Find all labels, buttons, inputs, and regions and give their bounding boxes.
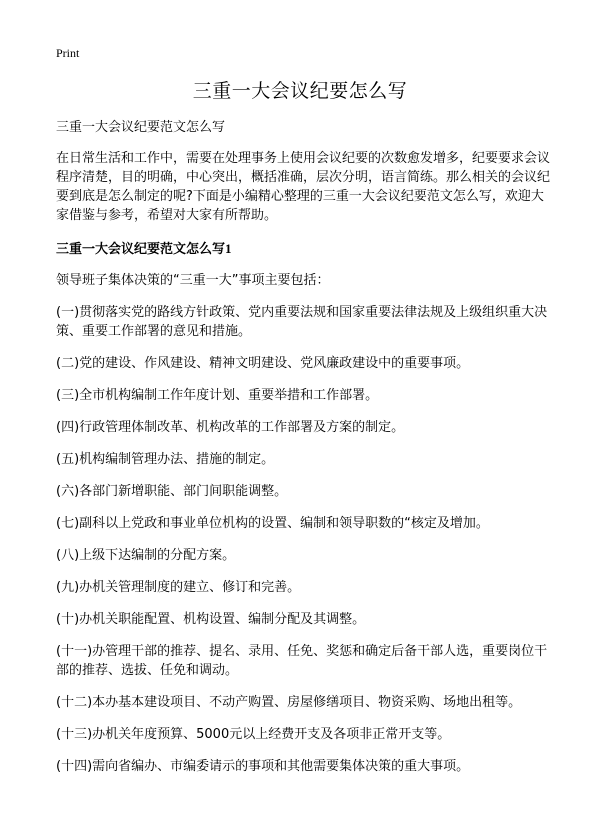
list-item: (十)办机关职能配置、机构设置、编制分配及其调整。 bbox=[56, 612, 366, 627]
list-item: (七)副科以上党政和事业单位机构的设置、编制和领导职数的“核定及增加。 bbox=[56, 516, 489, 531]
page-title: 三重一大会议纪要怎么写 bbox=[192, 80, 408, 102]
list-item: (十三)办机关年度预算、5000元以上经费开支及各项非正常开支等。 bbox=[56, 727, 451, 742]
list-item: (三)全市机构编制工作年度计划、重要举措和工作部署。 bbox=[56, 388, 379, 403]
lead-paragraph: 领导班子集体决策的“三重一大”事项主要包括： bbox=[56, 273, 330, 288]
list-item: (九)办机关管理制度的建立、修订和完善。 bbox=[56, 580, 301, 595]
list-item: (一)贯彻落实党的路线方针政策、党内重要法规和国家重要法律法规及上级组织重大决策、重要工作部署的意见和措施。 bbox=[56, 305, 548, 339]
section-heading: 三重一大会议纪要范文怎么写1 bbox=[56, 241, 232, 256]
list-item: (六)各部门新增职能、部门间职能调整。 bbox=[56, 484, 288, 499]
document-body bbox=[56, 118, 556, 789]
intro-paragraph: 在日常生活和工作中，需要在处理事务上使用会议纪要的次数愈发增多，纪要要求会议程序清楚，目的明确，中心突出，概括准确，层次分明，语言简练。那么相关的会议纪要到底是怎么制定的呢?下面是小编精心整理的三重一大会议纪要范文怎么写，欢迎大家借鉴与参考，希望对大家有所帮助。 bbox=[56, 151, 551, 223]
list-item: (八)上级下达编制的分配方案。 bbox=[56, 548, 236, 563]
list-item: (五)机构编制管理办法、措施的制定。 bbox=[56, 452, 275, 467]
list-item: (十四)需向省编办、市编委请示的事项和其他需要集体决策的重大事项。 bbox=[56, 759, 470, 774]
list-item: (四)行政管理体制改革、机构改革的工作部署及方案的制定。 bbox=[56, 420, 405, 435]
list-item: (十一)办管理干部的推荐、提名、录用、任免、奖惩和确定后备干部人选，重要岗位干部的推荐、选拔、任免和调动。 bbox=[56, 644, 548, 678]
list-item: (十二)本办基本建设项目、不动产购置、房屋修缮项目、物资采购、场地出租等。 bbox=[56, 695, 522, 710]
print-link[interactable]: Print bbox=[56, 46, 80, 60]
list-item: (二)党的建设、作风建设、精神文明建设、党风廉政建设中的重要事项。 bbox=[56, 356, 470, 371]
document-subtitle: 三重一大会议纪要范文怎么写 bbox=[56, 120, 226, 135]
